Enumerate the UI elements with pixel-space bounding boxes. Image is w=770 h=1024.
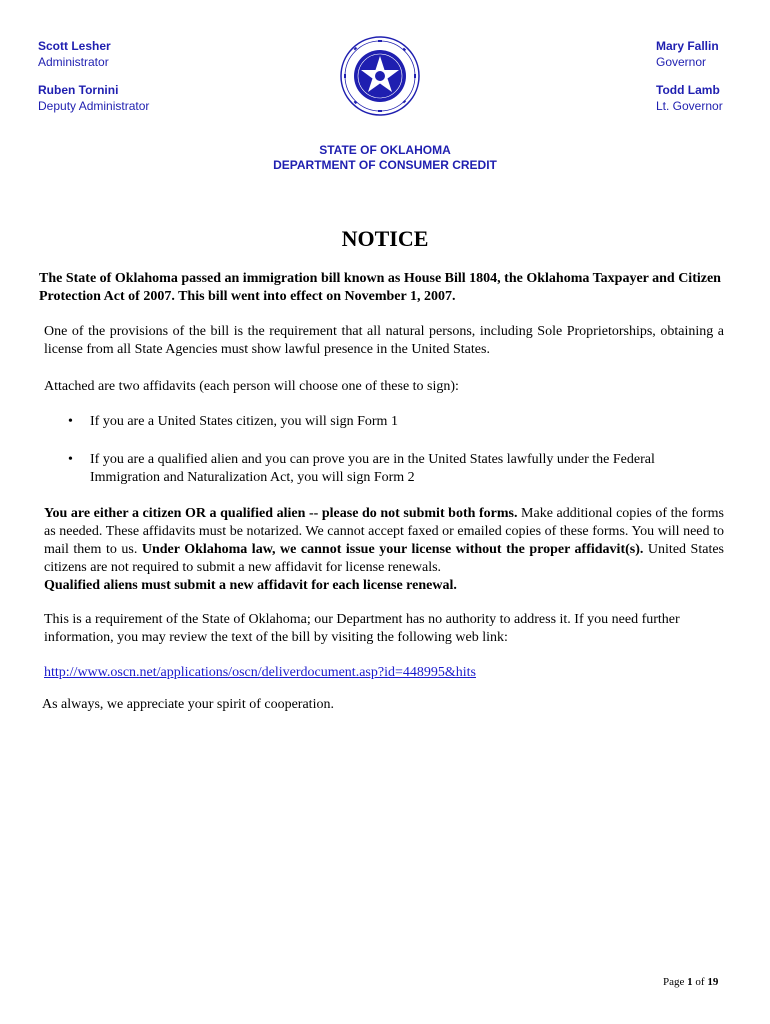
- affidavits-paragraph: Attached are two affidavits (each person will choose one of these to sign):: [44, 379, 459, 394]
- header-governor: [656, 38, 726, 70]
- deputy-administrator-title: Deputy Administrator: [38, 99, 150, 113]
- governor-name: Mary Fallin: [656, 39, 719, 53]
- bill-link[interactable]: http://www.oscn.net/applications/oscn/deliverdocument.asp?id=448995&hits: [44, 665, 476, 680]
- page-of-label: of: [692, 976, 708, 988]
- list-item: [44, 413, 724, 431]
- agency-department: DEPARTMENT OF CONSUMER CREDIT: [273, 158, 497, 172]
- lt-governor-title: Lt. Governor: [656, 99, 723, 113]
- header-lt-governor: [656, 82, 726, 114]
- page-label: Page: [663, 976, 688, 988]
- copies-text: Make additional copies of the forms as needed. These affidavits must be notarized. We cannot accept faxed or emailed copies of these forms. You will need to mail them to us.: [44, 506, 724, 557]
- administrator-title: Administrator: [38, 55, 109, 69]
- state-seal-icon: [340, 36, 420, 116]
- governor-title: Governor: [656, 55, 707, 69]
- alien-renewal-text: Qualified aliens must submit a new affidavit for each license renewal.: [44, 578, 457, 593]
- law-text: Under Oklahoma law, we cannot issue your license without the proper affidavit(s).: [141, 542, 644, 557]
- notice-intro: The State of Oklahoma passed an immigration bill known as House Bill 1804, the Oklahoma Taxpayer and Citizen Protection Act of 2007. This bill went into effect on November 1, 2007.: [39, 271, 721, 304]
- requirements-paragraph: [44, 505, 724, 595]
- bullet-icon: •: [68, 452, 73, 467]
- header-administrator: [38, 38, 111, 70]
- list-item-text: If you are a qualified alien and you can prove you are in the United States lawfully under the Federal Immigration and Naturalization Act, you will sign Form 2: [90, 452, 655, 485]
- page-total: 19: [707, 976, 719, 988]
- list-item: [44, 451, 724, 487]
- lt-governor-name: Todd Lamb: [656, 83, 720, 97]
- agency-state: STATE OF OKLAHOMA: [319, 143, 451, 157]
- authority-paragraph: This is a requirement of the State of Oklahoma; our Department has no authority to address it. If you need further information, you may review the text of the bill by visiting the following web link:: [44, 612, 680, 645]
- agency-heading: [0, 143, 770, 173]
- provision-paragraph: One of the provisions of the bill is the requirement that all natural persons, including Sole Proprietorships, obtaining a license from all State Agencies must show lawful presence in the United States.: [44, 324, 724, 357]
- administrator-name: Scott Lesher: [38, 39, 111, 53]
- page-number: [663, 976, 718, 988]
- renewal-text: United States citizens are not required to submit a new affidavit for license renewals.: [44, 542, 725, 575]
- header-deputy-administrator: [38, 82, 149, 114]
- closing-paragraph: As always, we appreciate your spirit of cooperation.: [42, 697, 334, 712]
- list-item-text: If you are a United States citizen, you will sign Form 1: [90, 414, 398, 429]
- bullet-icon: •: [68, 414, 73, 429]
- notice-title: NOTICE: [341, 226, 429, 251]
- affidavit-list: [44, 413, 724, 507]
- warning-text: You are either a citizen OR a qualified alien -- please do not submit both forms.: [44, 506, 518, 521]
- page-current: 1: [687, 976, 693, 988]
- deputy-administrator-name: Ruben Tornini: [38, 83, 119, 97]
